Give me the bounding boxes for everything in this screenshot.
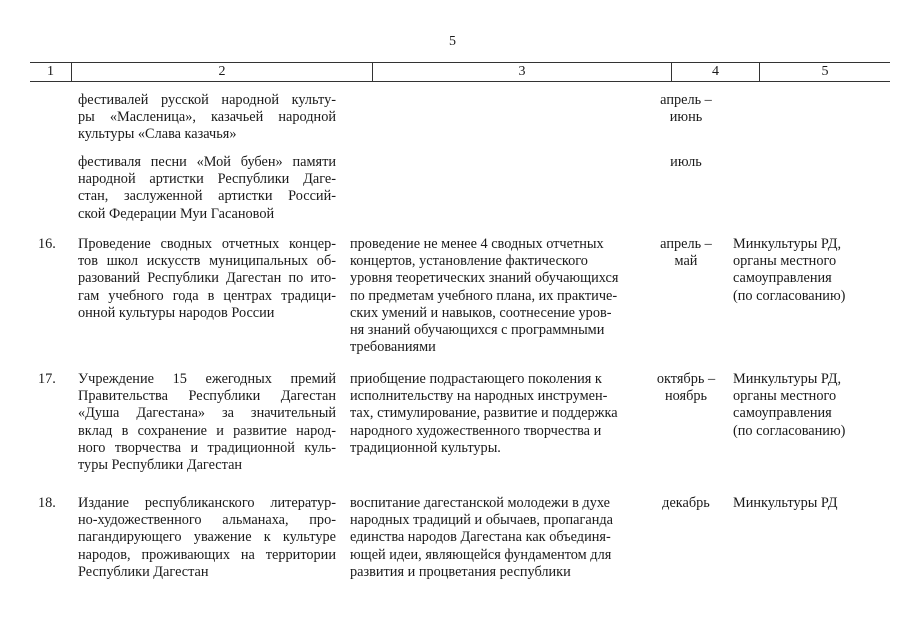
period-cell	[647, 154, 725, 171]
page-number: 5	[449, 34, 456, 49]
result-cell-line: развития и процветания республики	[350, 563, 571, 580]
responsible-cell	[733, 236, 893, 305]
period-cell-line: апрель –	[660, 236, 712, 252]
result-cell-line: концертов, установление фактического	[350, 253, 588, 270]
result-cell-line: ющей идеи, являющейся фундаментом для	[350, 546, 612, 563]
event-cell-line: ской Федерации Муи Гасановой	[78, 205, 275, 222]
period-cell-line: июль	[670, 154, 702, 170]
result-cell-line: требованиями	[350, 339, 436, 356]
result-cell-line: уровня теоретических знаний обучающихся	[350, 270, 619, 287]
event-cell	[78, 371, 336, 474]
event-cell	[78, 154, 336, 223]
result-cell	[350, 236, 636, 356]
row-number: 18.	[38, 495, 56, 511]
period-cell	[647, 236, 725, 270]
event-cell-line: Республики Дагестан	[78, 563, 209, 580]
header-col-4: 4	[671, 63, 759, 81]
responsible-cell-line: (по согласованию)	[733, 422, 846, 439]
period-cell-line: октябрь –	[656, 371, 716, 387]
event-cell-line: Учреждение 15 ежегодных премий	[78, 371, 336, 387]
event-cell-line: гам учебного года в центрах традици-	[78, 287, 336, 304]
result-cell	[350, 371, 636, 457]
event-cell-line: «Душа Дагестана» за значительный	[78, 405, 336, 422]
event-cell-line: фестивалей русской народной культу-	[78, 92, 336, 108]
event-cell-line: вклад в сохранение и развитие народ-	[78, 422, 336, 439]
result-cell-line: приобщение подрастающего поколения к	[350, 371, 602, 387]
event-cell-line: Правительства Республики Дагестан	[78, 388, 336, 405]
period-cell-line: апрель –	[660, 92, 712, 108]
event-cell-line: фестиваля песни «Мой бубен» памяти	[78, 154, 336, 170]
responsible-cell-line: Минкультуры РД,	[733, 371, 842, 387]
event-cell-line: но-художественного альманаха, про-	[78, 512, 336, 529]
event-cell-line: разований Республики Дагестан по ито-	[78, 270, 336, 287]
result-cell-line: воспитание дагестанской молодежи в духе	[350, 495, 610, 511]
period-cell-line: май	[674, 253, 698, 270]
event-cell-line: ного творчества и традиционной куль-	[78, 439, 336, 456]
result-cell-line: исполнительству на народных инструмен-	[350, 388, 608, 405]
header-col-5: 5	[759, 63, 890, 81]
responsible-cell-line: (по согласованию)	[733, 287, 846, 304]
responsible-cell-line: самоуправления	[733, 270, 832, 287]
result-cell-line: народного художественного творчества и	[350, 422, 602, 439]
result-cell	[350, 495, 636, 581]
period-cell	[647, 371, 725, 405]
event-cell-line: народной артистки Республики Даге-	[78, 171, 336, 188]
period-cell-line: июнь	[669, 109, 703, 126]
responsible-cell-line: самоуправления	[733, 405, 832, 422]
header-col-2: 2	[71, 63, 372, 81]
event-cell-line: пагандирующего уважение к культуре	[78, 529, 336, 546]
event-cell-line: Издание республиканского литератур-	[78, 495, 336, 511]
event-cell-line: стан, заслуженной артистки Россий-	[78, 188, 336, 205]
responsible-cell-line: органы местного	[733, 388, 837, 405]
event-cell-line: культуры «Слава казачья»	[78, 126, 237, 143]
responsible-cell-line: Минкультуры РД,	[733, 236, 842, 252]
period-cell-line: ноябрь	[664, 388, 708, 405]
period-cell	[647, 92, 725, 126]
result-cell-line: единства народов Дагестана как объединя-	[350, 529, 611, 546]
responsible-cell	[733, 495, 893, 512]
event-cell-line: тов школ искусств муниципальных об-	[78, 253, 336, 270]
result-cell-line: ня знаний обучающихся с программными	[350, 322, 605, 339]
result-cell-line: по предметам учебного плана, их практиче-	[350, 287, 618, 304]
result-cell-line: проведение не менее 4 сводных отчетных	[350, 236, 604, 252]
row-number: 16.	[38, 236, 56, 252]
result-cell-line: народных традиций и обычаев, пропаганда	[350, 512, 613, 529]
event-cell-line: онной культуры народов России	[78, 304, 275, 321]
header-col-3: 3	[372, 63, 671, 81]
event-cell	[78, 92, 336, 144]
table-header-row	[30, 62, 890, 82]
event-cell-line: народов, проживающих на территории	[78, 546, 336, 563]
event-cell	[78, 236, 336, 322]
result-cell-line: традиционной культуры.	[350, 439, 501, 456]
header-col-1: 1	[47, 64, 54, 79]
row-number: 17.	[38, 371, 56, 387]
responsible-cell-line: Минкультуры РД	[733, 495, 838, 511]
event-cell-line: Проведение сводных отчетных концер-	[78, 236, 336, 252]
result-cell-line: тах, стимулирование, развитие и поддержка	[350, 405, 618, 422]
period-cell-line: декабрь	[662, 495, 710, 511]
event-cell-line: ры «Масленица», казачьей народной	[78, 109, 336, 126]
responsible-cell-line: органы местного	[733, 253, 837, 270]
responsible-cell	[733, 371, 893, 440]
event-cell	[78, 495, 336, 581]
event-cell-line: туры Республики Дагестан	[78, 457, 243, 474]
period-cell	[647, 495, 725, 512]
result-cell-line: ских умений и навыков, соотнесение уров-	[350, 304, 612, 321]
